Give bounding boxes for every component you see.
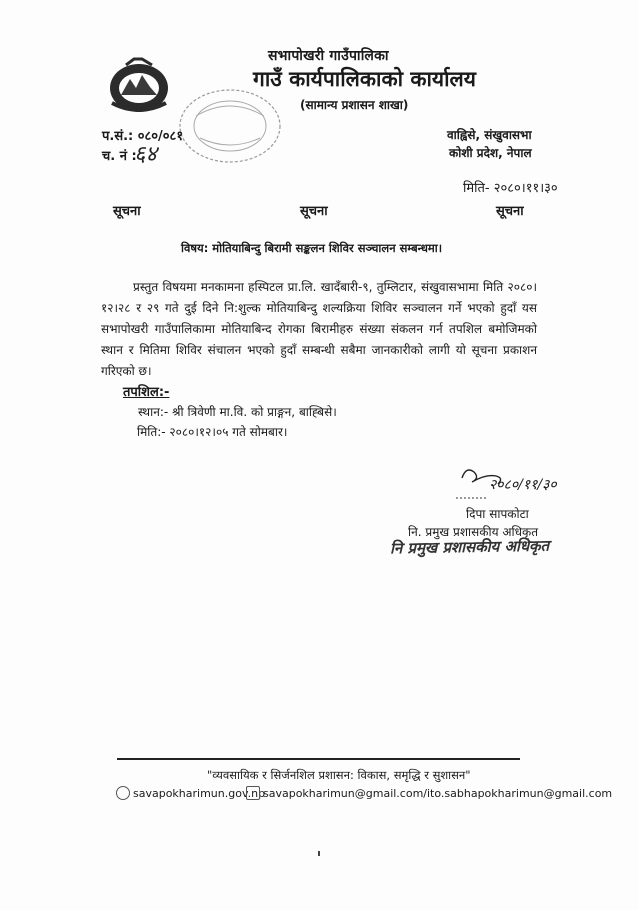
dispatch-label: च. नं : — [102, 149, 137, 164]
signatory-name: दिपा सापकोटा — [466, 507, 529, 521]
signature-date: २०८०/११/३० — [489, 477, 557, 493]
signatory-title: नि. प्रमुख प्रशासकीय अधिकृत — [408, 525, 539, 539]
body-paragraph: प्रस्तुत विषयमा मनकामना हस्पिटल प्रा.लि. खादँबारी-९, तुम्लिटार, संखुवासभामा मिति २०८०।१२।२८ र २९ गते दुई दिने नि:शुल्क मोतियाबिन्दु शल्यक्रिया शिविर सञ्चालन गर्ने भएको हुदाँ यस सभापोखरी गाउँपालिकामा मोतियाबिन्द रोगका बिरामीहरु संख्या संकलन गर्न तपशिल बमोजिमको स्थान र मितिमा शिविर संचालन भएको हुदाँ सम्बन्धी सबैमा जानकारीको लागी यो सूचना प्रकाशन गरिएको छ। — [101, 280, 537, 378]
letter-date: मिति- २०८०।११।३० — [463, 181, 558, 196]
reference-number: प.सं.: ०८०/०८१ — [102, 129, 184, 144]
nepal-emblem-logo — [104, 55, 174, 117]
notice-label-left: सूचना — [113, 204, 141, 219]
subject-line: विषय: मोतियाबिन्दु बिरामी सङ्कलन शिविर सञ्चालन सम्बन्धमा। — [181, 241, 443, 255]
notice-label-center: सूचना — [300, 204, 328, 219]
footer-email — [246, 786, 612, 800]
dispatch-number: ६४ — [134, 142, 157, 167]
notice-label-right: सूचना — [496, 204, 524, 219]
details-heading: तपशिल:- — [123, 385, 170, 400]
municipality-name: सभापोखरी गाउँपालिका — [268, 48, 389, 64]
footer-website — [116, 786, 265, 800]
office-seal-stamp — [176, 86, 284, 166]
globe-icon — [116, 786, 130, 800]
branch-name: (सामान्य प्रशासन शाखा) — [300, 98, 409, 112]
website-text: savapokharimun.gov.np — [133, 786, 266, 800]
office-title: गाउँ कार्यपालिकाको कार्यालय — [253, 66, 476, 91]
designation-stamp: नि प्रमुख प्रशासकीय अधिकृत — [389, 536, 550, 558]
footer-motto: "व्यवसायिक र सिर्जनशिल प्रशासन: विकास, समृद्धि र सुशासन" — [207, 768, 471, 782]
details-place: स्थान:- श्री त्रिवेणी मा.वि. को प्राङ्गन, बाह्बिसे। — [138, 405, 337, 419]
footer-divider — [117, 758, 520, 760]
details-date: मिति:- २०८०।१२।०५ गते सोमबार। — [137, 425, 288, 439]
scan-speck — [318, 851, 320, 856]
email-text: savapokharimun@gmail.com/ito.sabhapokharimun@gmail.com — [263, 786, 613, 800]
address-line-2: कोशी प्रदेश, नेपाल — [449, 146, 532, 160]
email-icon — [246, 786, 260, 800]
address-line-1: वाह्विसे, संखुवासभा — [447, 128, 532, 142]
